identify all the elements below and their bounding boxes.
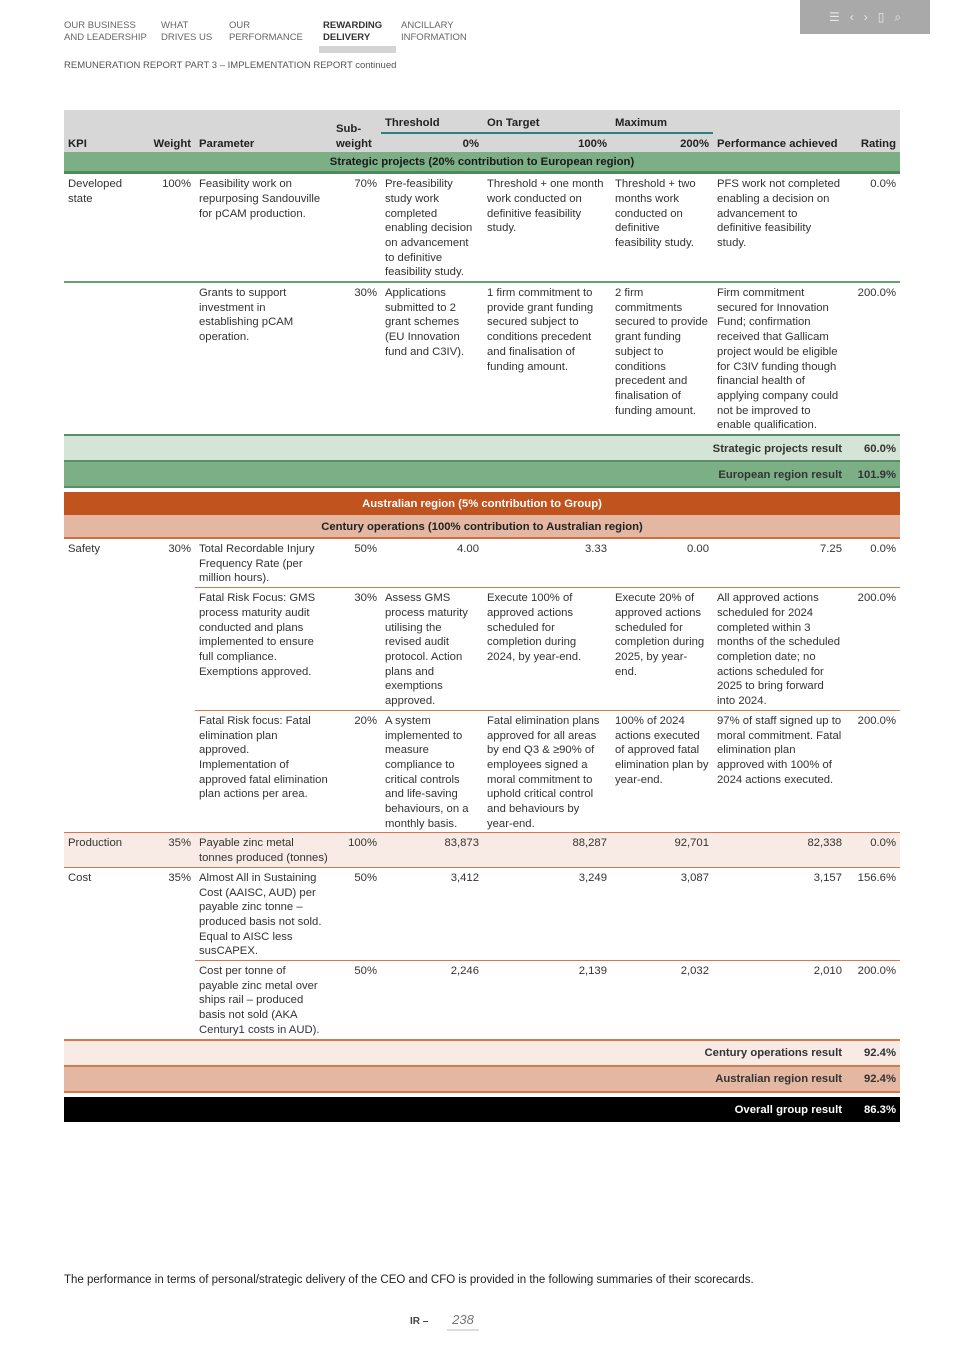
cell-target: 3.33 <box>585 543 607 556</box>
cell-threshold: 83,873 <box>381 833 483 867</box>
cell-rating: 0.0% <box>870 543 896 556</box>
cell-target: Threshold + one month work conducted on definitive feasibility study. <box>487 178 604 235</box>
cell-rating: 200.0% <box>846 961 900 1040</box>
cell-rating: 200.0% <box>846 710 900 833</box>
chevron-left-icon[interactable]: ‹ <box>849 10 854 24</box>
table-row <box>64 173 900 282</box>
century-result-label: Century operations result <box>64 1040 846 1066</box>
section-australian-region: Australian region (5% contribution to Group) <box>64 492 900 515</box>
cell-rating: 200.0% <box>846 282 900 435</box>
table-row <box>64 867 900 960</box>
cell-rating: 0.0% <box>870 178 896 191</box>
cell-kpi: Production <box>64 833 146 867</box>
cell-achieved: 7.25 <box>820 543 842 556</box>
cell-achieved: Firm commitment secured for Innovation Fund; confirmation received that Gallicam project would be eligible for C3IV funding though financial health of applying company could not be improved to enable qualification. <box>713 282 846 435</box>
cell-parameter: Fatal Risk focus: Fatal elimination plan approved. Implementation of approved fatal elimination plan actions per area. <box>195 710 332 833</box>
active-nav-indicator <box>319 46 396 53</box>
nav-label: REWARDING <box>323 20 383 31</box>
nav-label: PERFORMANCE <box>229 32 303 43</box>
cell-subweight: 30% <box>332 282 381 435</box>
cell-weight: 35% <box>146 833 195 867</box>
col-threshold: Threshold <box>381 110 483 133</box>
cell-parameter: Grants to support investment in establishing pCAM operation. <box>195 282 332 435</box>
nav-label: INFORMATION <box>401 32 467 43</box>
cell-subweight: 100% <box>332 833 381 867</box>
cell-achieved: PFS work not completed enabling a decision on advancement to definitive feasibility study. <box>717 178 841 249</box>
nav-ancillary-information[interactable] <box>401 20 467 44</box>
section-subtitle: REMUNERATION REPORT PART 3 – IMPLEMENTATION REPORT continued <box>64 60 397 71</box>
cell-rating: 200.0% <box>846 588 900 711</box>
cell-kpi <box>64 282 146 435</box>
toolbar <box>800 0 930 34</box>
cell-maximum: Execute 20% of approved actions scheduled for completion during 2025, by year-end. <box>611 588 713 711</box>
overall-result-value: 86.3% <box>846 1097 900 1122</box>
cell-parameter: Cost per tonne of payable zinc metal over ships rail – produced basis not sold (AKA Century1 costs in AUD). <box>195 961 332 1040</box>
cell-achieved: 2,010 <box>713 961 846 1040</box>
cell-weight: 100% <box>162 178 191 191</box>
cell-target: 88,287 <box>483 833 611 867</box>
cell-target: 3,249 <box>483 867 611 960</box>
cell-parameter: Fatal Risk Focus: GMS process maturity audit conducted and plans implemented to ensure full compliance. Exemptions approved. <box>195 588 332 711</box>
cell-rating: 0.0% <box>846 833 900 867</box>
menu-icon[interactable]: ☰ <box>828 10 840 24</box>
overall-result-label: Overall group result <box>64 1097 846 1122</box>
col-kpi: KPI <box>64 110 146 152</box>
cell-kpi <box>64 588 146 711</box>
nav-rewarding-delivery[interactable] <box>323 20 382 44</box>
table-row <box>64 710 900 833</box>
cell-target: 1 firm commitment to provide grant funding secured subject to conditions precedent and finalisation of funding amount. <box>483 282 611 435</box>
table-row <box>64 833 900 867</box>
australia-result-label: Australian region result <box>64 1066 846 1092</box>
page-label: IR – <box>410 1316 429 1327</box>
cell-kpi <box>64 961 146 1040</box>
australia-result-value: 92.4% <box>846 1066 900 1092</box>
cell-weight: 30% <box>168 543 191 556</box>
nav-label: DRIVES US <box>161 32 213 43</box>
cell-subweight: 50% <box>332 867 381 960</box>
cell-achieved: 97% of staff signed up to moral commitment. Fatal elimination plan approved with 100% of 2024 actions executed. <box>713 710 846 833</box>
cell-maximum: 92,701 <box>611 833 713 867</box>
table-row <box>64 961 900 1040</box>
cell-achieved: 3,157 <box>713 867 846 960</box>
cell-parameter: Almost All in Sustaining Cost (AAISC, AUD) per payable zinc tonne – produced basis not sold. Equal to AISC less susCAPEX. <box>195 867 332 960</box>
cell-threshold: 3,412 <box>381 867 483 960</box>
table-row <box>64 538 900 588</box>
col-performance: Performance achieved <box>713 110 846 152</box>
col-weight: Weight <box>146 110 195 152</box>
table-row <box>64 588 900 711</box>
cell-parameter: Total Recordable Injury Frequency Rate (per million hours). <box>199 543 315 585</box>
century-result-value: 92.4% <box>846 1040 900 1066</box>
cell-weight <box>146 961 195 1040</box>
nav-label: WHAT <box>161 20 189 31</box>
cell-maximum: 2,032 <box>611 961 713 1040</box>
cell-rating: 156.6% <box>846 867 900 960</box>
col-maximum: Maximum <box>611 110 713 133</box>
chevron-right-icon[interactable]: › <box>863 10 868 24</box>
scale-200: 200% <box>611 133 713 153</box>
cell-subweight: 20% <box>332 710 381 833</box>
page-icon[interactable]: ▯ <box>877 10 885 24</box>
nav-what-drives-us[interactable] <box>161 20 212 44</box>
cell-maximum: 0.00 <box>687 543 709 556</box>
col-subweight: Sub-weight <box>332 110 381 152</box>
strategic-result-label: Strategic projects result <box>64 435 846 461</box>
col-on-target: On Target <box>483 110 611 133</box>
cell-subweight: 50% <box>332 961 381 1040</box>
page-number: 238 <box>447 1312 479 1331</box>
cell-threshold: 4.00 <box>457 543 479 556</box>
europe-result-value: 101.9% <box>846 461 900 487</box>
cell-threshold: Applications submitted to 2 grant schemes (EU Innovation fund and C3IV). <box>381 282 483 435</box>
nav-label: ANCILLARY <box>401 20 454 31</box>
header-row <box>64 110 900 133</box>
strategic-result-value: 60.0% <box>846 435 900 461</box>
nav-label: OUR <box>229 20 251 31</box>
nav-our-business[interactable] <box>64 20 147 44</box>
col-parameter: Parameter <box>195 110 332 152</box>
cell-target: 2,139 <box>483 961 611 1040</box>
cell-maximum: 100% of 2024 actions executed of approved fatal elimination plan by year-end. <box>611 710 713 833</box>
cell-weight <box>146 588 195 711</box>
cell-weight <box>146 282 195 435</box>
section-strategic-projects: Strategic projects (20% contribution to European region) <box>64 152 900 172</box>
cell-subweight: 70% <box>354 178 377 191</box>
europe-result-label: European region result <box>64 461 846 487</box>
cell-subweight: 30% <box>332 588 381 711</box>
nav-label: AND LEADERSHIP <box>64 32 147 43</box>
cell-maximum: Threshold + two months work conducted on definitive feasibility study. <box>615 178 696 249</box>
cell-maximum: 3,087 <box>611 867 713 960</box>
cell-achieved: 82,338 <box>713 833 846 867</box>
kpi-table <box>64 110 900 1122</box>
cell-threshold: 2,246 <box>381 961 483 1040</box>
cell-kpi: Cost <box>64 867 146 960</box>
cell-kpi <box>64 710 146 833</box>
cell-weight <box>146 710 195 833</box>
cell-threshold: A system implemented to measure compliance to critical controls and life-saving behaviours, on a monthly basis. <box>381 710 483 833</box>
table-row <box>64 282 900 435</box>
cell-target: Execute 100% of approved actions scheduled for completion during 2024, by year-end. <box>483 588 611 711</box>
cell-achieved: All approved actions scheduled for 2024 completed within 3 months of the scheduled completion date; no actions scheduled for 2025 to bring forward into 2024. <box>713 588 846 711</box>
nav-label: OUR BUSINESS <box>64 20 136 31</box>
scale-0: 0% <box>381 133 483 153</box>
cell-maximum: 2 firm commitments secured to provide grant funding subject to conditions precedent and finalisation of funding amount. <box>611 282 713 435</box>
cell-threshold: Pre-feasibility study work completed enabling decision on advancement to definitive feasibility study. <box>385 178 473 279</box>
nav-label: DELIVERY <box>323 32 371 43</box>
cell-weight: 35% <box>146 867 195 960</box>
section-century-operations: Century operations (100% contribution to Australian region) <box>64 515 900 538</box>
cell-kpi: Developed state <box>68 178 123 205</box>
cell-kpi: Safety <box>68 543 101 556</box>
cell-target: Fatal elimination plans approved for all areas by end Q3 & ≥90% of employees signed a moral commitment to uphold critical control and behaviours by year-end. <box>483 710 611 833</box>
nav-our-performance[interactable] <box>229 20 303 44</box>
cell-parameter: Payable zinc metal tonnes produced (tonnes) <box>195 833 332 867</box>
footer-text: The performance in terms of personal/strategic delivery of the CEO and CFO is provided in the following summaries of their scorecards. <box>64 1274 754 1286</box>
search-icon[interactable]: ⌕ <box>894 9 902 24</box>
cell-threshold: Assess GMS process maturity utilising the revised audit protocol. Action plans and exemptions approved. <box>381 588 483 711</box>
scale-100: 100% <box>483 133 611 153</box>
cell-subweight: 50% <box>354 543 377 556</box>
cell-parameter: Feasibility work on repurposing Sandouville for pCAM production. <box>199 178 321 220</box>
col-rating: Rating <box>846 110 900 152</box>
